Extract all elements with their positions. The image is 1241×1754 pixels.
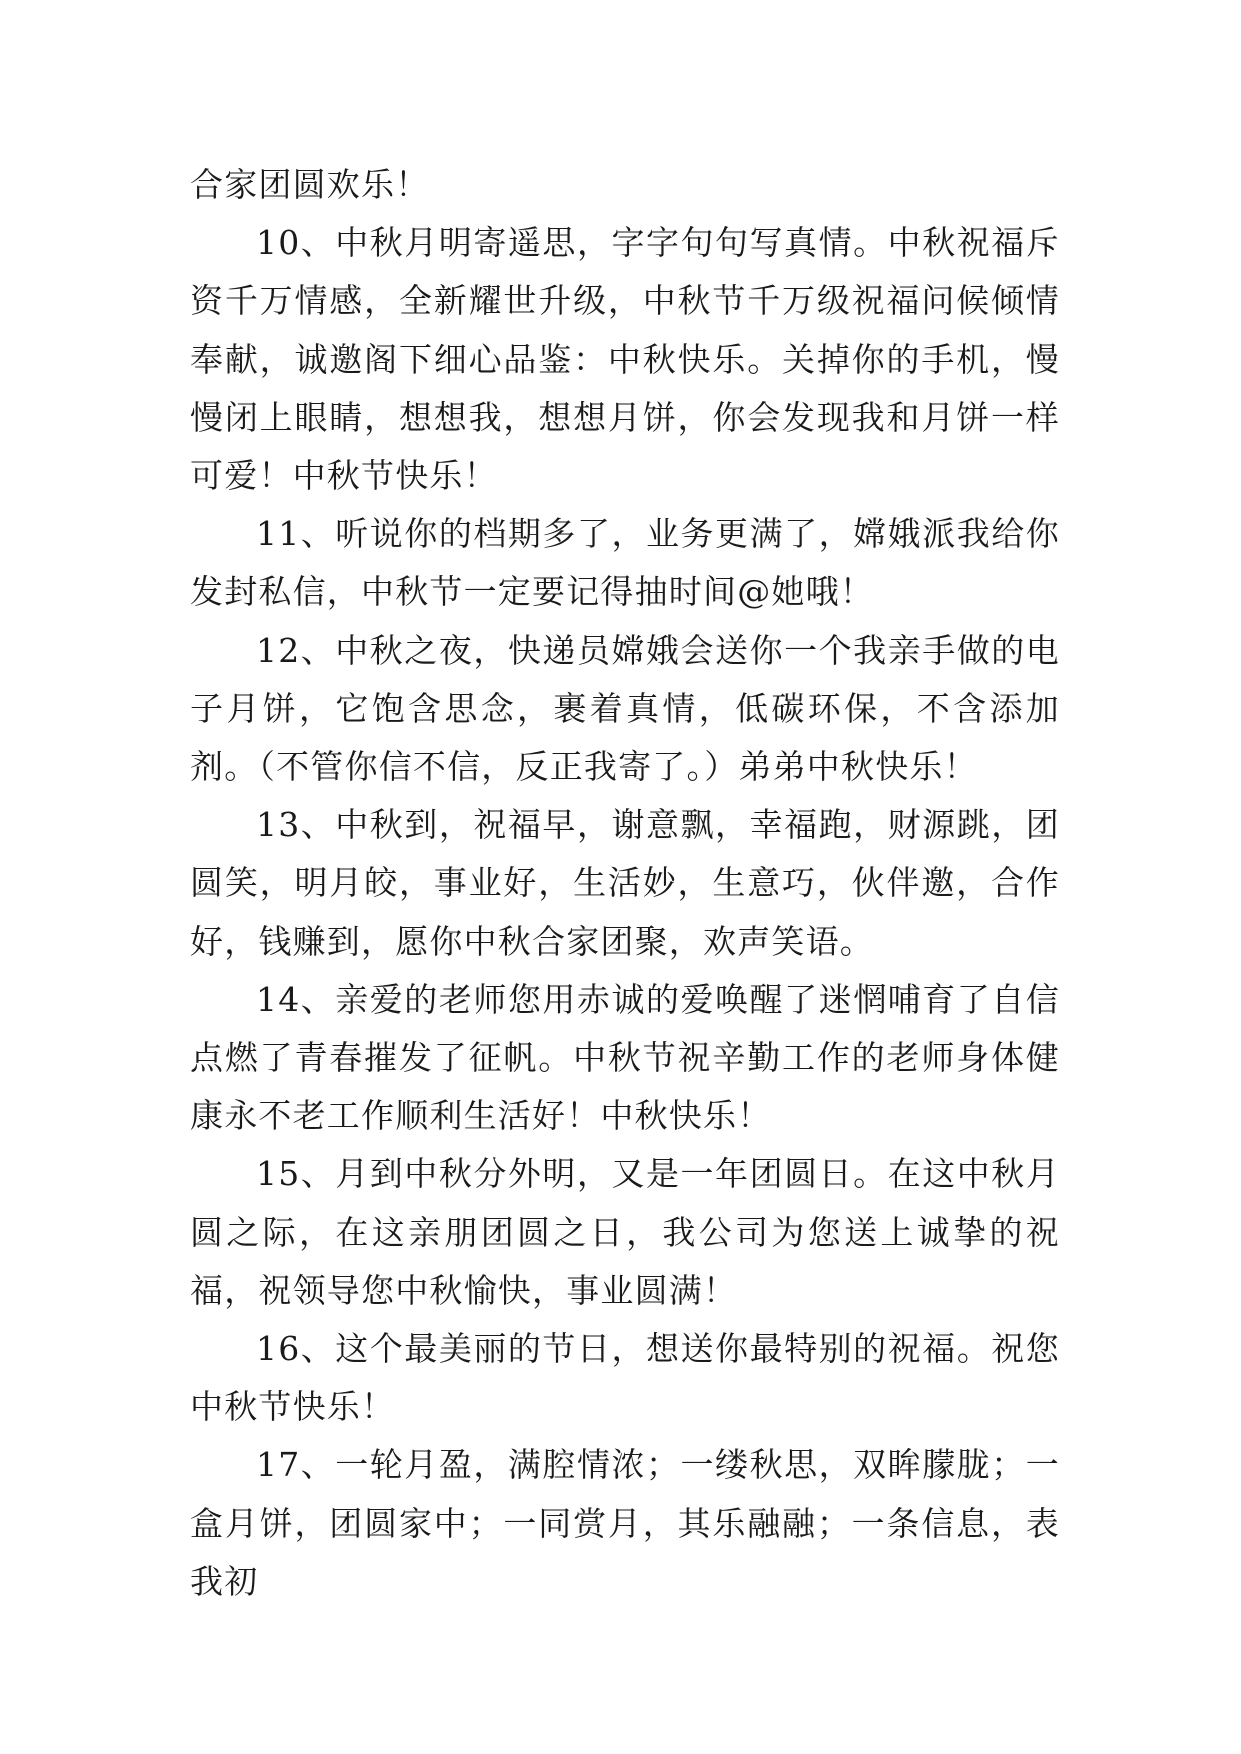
- paragraph-11: 11、听说你的档期多了，业务更满了，嫦娥派我给你发封私信，中秋节一定要记得抽时间@她哦！: [190, 514, 1060, 612]
- paragraph-13: 13、中秋到，祝福早，谢意飘，幸福跑，财源跳，团圆笑，明月皎，事业好，生活妙，生意巧，伙伴邀，合作好，钱赚到，愿你中秋合家团聚，欢声笑语。: [190, 805, 1060, 961]
- paragraph-16: 16、这个最美丽的节日，想送你最特别的祝福。祝您中秋节快乐！: [190, 1329, 1060, 1427]
- paragraph-15: 15、月到中秋分外明，又是一年团圆日。在这中秋月圆之际，在这亲朋团圆之日，我公司为您送上诚挚的祝福，祝领导您中秋愉快，事业圆满！: [190, 1154, 1060, 1310]
- paragraph-14: 14、亲爱的老师您用赤诚的爱唤醒了迷惘哺育了自信点燃了青春摧发了征帆。中秋节祝辛勤工作的老师身体健康永不老工作顺利生活好！中秋快乐！: [190, 979, 1060, 1136]
- paragraph-12: 12、中秋之夜，快递员嫦娥会送你一个我亲手做的电子月饼，它饱含思念，裹着真情，低碳环保，不含添加剂。（不管你信不信，反正我寄了。）弟弟中秋快乐！: [190, 630, 1060, 787]
- paragraph-continuation: 合家团圆欢乐！: [190, 165, 430, 204]
- paragraph-10: 10、中秋月明寄遥思，字字句句写真情。中秋祝福斥资千万情感，全新耀世升级，中秋节千万级祝福问候倾情奉献，诚邀阁下细心品鉴：中秋快乐。关掉你的手机，慢慢闭上眼睛，想想我，想想月饼，你会发现我和月饼一样可爱！中秋节快乐！: [190, 223, 1060, 496]
- document-body: [190, 156, 1060, 1611]
- paragraph-17: 17、一轮月盈，满腔情浓；一缕秋思，双眸朦胧；一盒月饼，团圆家中；一同赏月，其乐融融；一条信息，表我初: [190, 1445, 1060, 1601]
